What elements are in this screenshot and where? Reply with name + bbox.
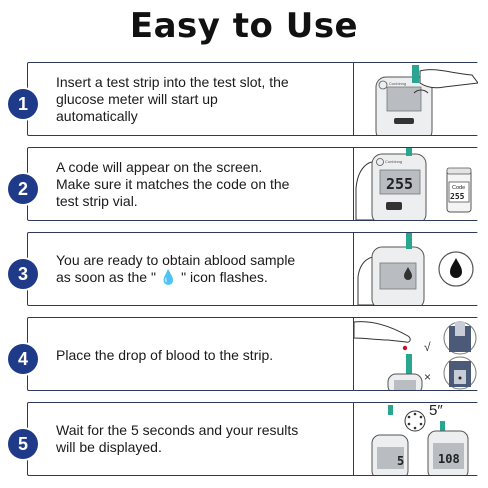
instruction-line: Place the drop of blood to the strip.	[56, 347, 274, 363]
vial-label: Code	[452, 185, 466, 191]
step-instruction	[56, 347, 331, 364]
step-number-badge: 4	[8, 344, 38, 374]
insert-strip-illustration	[353, 63, 488, 135]
step-5	[8, 402, 480, 478]
page-title: Easy to Use	[129, 6, 359, 46]
instruction-line: Make sure it matches the code on the	[56, 176, 290, 192]
cross-mark-icon: ×	[424, 370, 432, 384]
step-2	[8, 147, 480, 223]
step-4	[8, 317, 480, 393]
step-3	[8, 232, 480, 308]
step-instruction	[56, 74, 331, 125]
instruction-line: A code will appear on the screen.	[56, 159, 263, 175]
meter-left-value: 5	[397, 454, 405, 468]
instruction-line: Insert a test strip into the test slot, the	[56, 74, 289, 90]
instruction-line: You are ready to obtain ablood sample	[56, 252, 296, 268]
blood-icon-illustration	[353, 233, 488, 305]
instruction-line: automatically	[56, 108, 138, 124]
result-illustration	[353, 403, 488, 475]
check-mark-icon: √	[424, 340, 431, 354]
step-instruction	[56, 252, 331, 286]
meter-code-display: 255	[386, 175, 414, 193]
vial-code: 255	[450, 192, 465, 201]
brand-text: Conbinng	[389, 81, 407, 86]
step-instruction	[56, 159, 331, 210]
step-1	[8, 62, 480, 138]
instruction-line: will be displayed.	[56, 439, 162, 455]
brand-text: Conbinng	[385, 159, 403, 164]
instruction-line: as soon as the " 💧 " icon flashes.	[56, 269, 268, 285]
code-match-illustration	[353, 148, 488, 220]
step-number-badge: 3	[8, 259, 38, 289]
instruction-line: test strip vial.	[56, 193, 138, 209]
step-number-badge: 1	[8, 89, 38, 119]
instruction-line: glucose meter will start up	[56, 91, 218, 107]
timer-label: 5″	[429, 403, 443, 419]
step-instruction	[56, 422, 331, 456]
apply-blood-illustration	[353, 318, 488, 390]
step-number-badge: 2	[8, 174, 38, 204]
instruction-line: Wait for the 5 seconds and your results	[56, 422, 299, 438]
step-number-badge: 5	[8, 429, 38, 459]
meter-right-value: 108	[438, 452, 460, 466]
